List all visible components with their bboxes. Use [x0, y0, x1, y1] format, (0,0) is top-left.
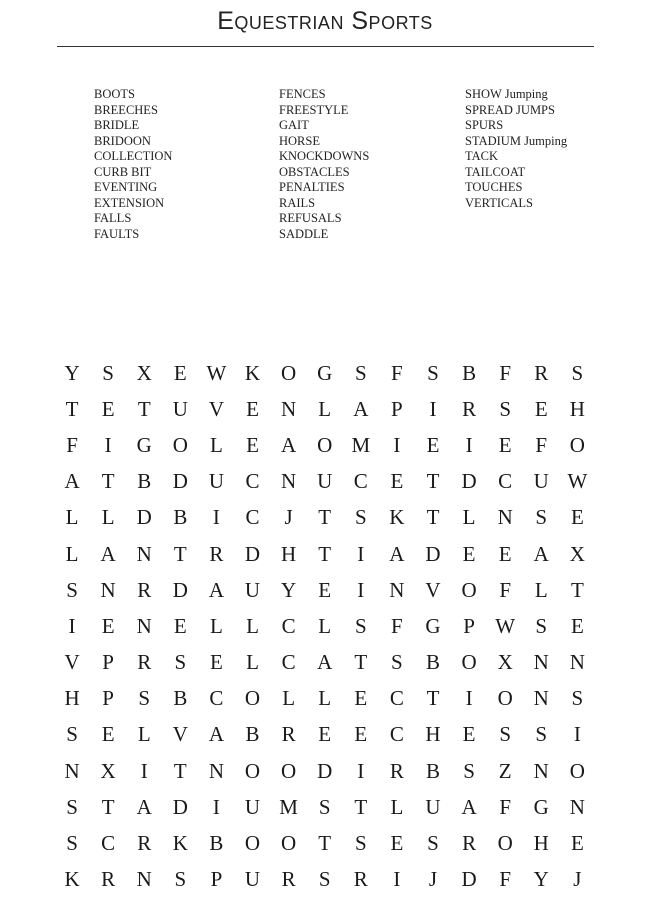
- grid-letter[interactable]: O: [497, 831, 513, 856]
- grid-letter[interactable]: E: [534, 396, 548, 421]
- grid-letter[interactable]: E: [354, 722, 368, 747]
- grid-letter[interactable]: I: [212, 505, 220, 530]
- grid-letter[interactable]: T: [318, 831, 332, 856]
- grid-letter[interactable]: D: [317, 758, 333, 783]
- grid-letter[interactable]: L: [246, 650, 259, 675]
- grid-letter[interactable]: A: [100, 541, 116, 566]
- grid-letter[interactable]: D: [172, 794, 188, 819]
- grid-letter[interactable]: E: [173, 613, 187, 638]
- grid-letter[interactable]: C: [281, 613, 296, 638]
- grid-letter[interactable]: O: [497, 686, 513, 711]
- grid-letter[interactable]: S: [354, 831, 367, 856]
- grid-letter[interactable]: I: [357, 577, 365, 602]
- grid-letter[interactable]: R: [281, 722, 296, 747]
- grid-letter[interactable]: C: [389, 686, 404, 711]
- grid-letter[interactable]: J: [284, 505, 293, 530]
- grid-letter[interactable]: T: [137, 396, 151, 421]
- grid-letter[interactable]: X: [569, 541, 585, 566]
- grid-letter[interactable]: I: [393, 432, 401, 457]
- grid-letter[interactable]: N: [100, 577, 116, 602]
- grid-letter[interactable]: I: [573, 722, 581, 747]
- grid-letter[interactable]: R: [353, 867, 368, 892]
- grid-letter[interactable]: L: [137, 722, 151, 747]
- grid-letter[interactable]: B: [209, 831, 224, 856]
- grid-letter[interactable]: A: [317, 650, 333, 675]
- grid-letter[interactable]: C: [353, 469, 368, 494]
- grid-letter[interactable]: K: [389, 505, 405, 530]
- grid-letter[interactable]: C: [498, 469, 513, 494]
- grid-letter[interactable]: S: [499, 722, 512, 747]
- grid-letter[interactable]: B: [173, 686, 188, 711]
- grid-letter[interactable]: O: [569, 758, 585, 783]
- grid-letter[interactable]: E: [318, 577, 332, 602]
- grid-letter[interactable]: A: [533, 541, 549, 566]
- grid-letter[interactable]: F: [391, 360, 403, 385]
- grid-letter[interactable]: R: [137, 831, 152, 856]
- grid-letter[interactable]: U: [244, 867, 261, 892]
- grid-letter[interactable]: S: [427, 360, 439, 385]
- grid-letter[interactable]: A: [389, 541, 405, 566]
- grid-letter[interactable]: N: [136, 867, 152, 892]
- grid-letter[interactable]: O: [244, 758, 261, 783]
- grid-letter[interactable]: S: [354, 360, 367, 385]
- word-list-item: BREECHES: [94, 102, 158, 117]
- grid-letter[interactable]: I: [429, 396, 437, 421]
- grid-letter[interactable]: C: [281, 650, 296, 675]
- word-list-item: FALLS: [94, 211, 132, 225]
- grid-letter[interactable]: F: [499, 867, 512, 892]
- grid-letter[interactable]: Y: [281, 577, 297, 602]
- grid-letter[interactable]: J: [573, 867, 582, 892]
- grid-letter[interactable]: B: [425, 650, 440, 675]
- grid-letter[interactable]: S: [66, 722, 78, 747]
- grid-letter[interactable]: S: [354, 505, 367, 530]
- grid-letter[interactable]: S: [102, 360, 114, 385]
- grid-letter[interactable]: T: [570, 577, 584, 602]
- grid-letter[interactable]: M: [351, 432, 371, 457]
- grid-letter[interactable]: S: [535, 613, 548, 638]
- grid-letter[interactable]: O: [461, 577, 477, 602]
- grid-letter[interactable]: N: [281, 469, 297, 494]
- grid-letter[interactable]: M: [279, 794, 298, 819]
- grid-letter[interactable]: E: [390, 831, 404, 856]
- grid-letter[interactable]: N: [533, 650, 549, 675]
- grid-letter[interactable]: L: [246, 613, 259, 638]
- grid-letter[interactable]: N: [497, 505, 513, 530]
- grid-letter[interactable]: B: [137, 469, 152, 494]
- grid-letter[interactable]: S: [535, 722, 548, 747]
- grid-letter[interactable]: S: [535, 505, 548, 530]
- grid-letter[interactable]: N: [533, 686, 549, 711]
- grid-letter[interactable]: N: [136, 541, 152, 566]
- word-list-item: BOOTS: [94, 87, 135, 101]
- grid-letter[interactable]: T: [173, 758, 187, 783]
- grid-letter[interactable]: O: [281, 831, 297, 856]
- grid-letter[interactable]: E: [246, 396, 259, 421]
- grid-letter[interactable]: S: [66, 831, 78, 856]
- grid-letter[interactable]: K: [244, 360, 261, 385]
- word-list-item: BRIDLE: [94, 118, 140, 132]
- grid-letter[interactable]: Z: [498, 758, 512, 783]
- grid-letter[interactable]: P: [463, 613, 475, 638]
- grid-letter[interactable]: I: [212, 794, 220, 819]
- word-list-item: GAIT: [279, 118, 309, 132]
- grid-letter[interactable]: T: [101, 469, 115, 494]
- grid-letter[interactable]: I: [140, 758, 148, 783]
- grid-letter[interactable]: R: [534, 360, 549, 385]
- grid-letter[interactable]: A: [208, 722, 224, 747]
- word-list-item: PENALTIES: [279, 180, 345, 194]
- grid-letter[interactable]: U: [244, 577, 261, 602]
- grid-letter[interactable]: L: [210, 432, 223, 457]
- grid-letter[interactable]: D: [172, 469, 188, 494]
- grid-letter[interactable]: S: [463, 758, 475, 783]
- grid-letter[interactable]: E: [101, 613, 115, 638]
- word-list-item: FENCES: [279, 87, 326, 101]
- grid-letter[interactable]: I: [357, 758, 365, 783]
- grid-letter[interactable]: D: [461, 867, 477, 892]
- grid-letter[interactable]: B: [462, 360, 477, 385]
- grid-letter[interactable]: S: [66, 577, 78, 602]
- grid-letter[interactable]: C: [245, 469, 260, 494]
- grid-letter[interactable]: B: [245, 722, 260, 747]
- grid-letter[interactable]: H: [425, 722, 441, 747]
- grid-letter[interactable]: L: [210, 613, 223, 638]
- word-list-item: VERTICALS: [465, 195, 533, 210]
- title-divider: [57, 46, 594, 47]
- grid-letter[interactable]: L: [101, 505, 115, 530]
- grid-letter[interactable]: P: [210, 867, 223, 892]
- grid-letter[interactable]: E: [210, 650, 223, 675]
- grid-letter[interactable]: S: [174, 867, 187, 892]
- grid-letter[interactable]: S: [571, 360, 584, 385]
- grid-letter[interactable]: Y: [64, 360, 80, 385]
- grid-letter[interactable]: E: [498, 432, 512, 457]
- grid-letter[interactable]: S: [427, 831, 439, 856]
- grid-letter[interactable]: T: [426, 505, 440, 530]
- grid-letter[interactable]: S: [318, 794, 331, 819]
- grid-letter[interactable]: L: [534, 577, 548, 602]
- word-list-item: COLLECTION: [94, 149, 173, 163]
- grid-letter[interactable]: L: [65, 505, 79, 530]
- grid-letter[interactable]: E: [498, 541, 512, 566]
- word-list-item: EVENTING: [94, 180, 158, 194]
- grid-letter[interactable]: I: [68, 613, 76, 638]
- grid-letter[interactable]: I: [357, 541, 365, 566]
- grid-letter[interactable]: C: [209, 686, 224, 711]
- grid-letter[interactable]: U: [533, 469, 549, 494]
- grid-letter[interactable]: T: [426, 686, 440, 711]
- grid-letter[interactable]: L: [390, 794, 404, 819]
- grid-letter[interactable]: R: [462, 396, 477, 421]
- grid-letter[interactable]: O: [569, 432, 585, 457]
- grid-letter[interactable]: V: [425, 577, 441, 602]
- word-list-item: SPREAD JUMPS: [465, 102, 555, 117]
- grid-letter[interactable]: D: [461, 469, 477, 494]
- word-list-column-3: [465, 87, 567, 211]
- grid-letter[interactable]: T: [354, 794, 368, 819]
- grid-letter[interactable]: E: [173, 360, 187, 385]
- grid-letter[interactable]: D: [172, 577, 188, 602]
- grid-letter[interactable]: N: [569, 794, 585, 819]
- word-list-item: SHOW Jumping: [465, 87, 548, 101]
- grid-letter[interactable]: L: [282, 686, 296, 711]
- grid-letter[interactable]: O: [461, 650, 477, 675]
- grid-letter[interactable]: O: [281, 758, 297, 783]
- grid-letter[interactable]: F: [499, 360, 512, 385]
- grid-letter[interactable]: E: [318, 722, 332, 747]
- grid-letter[interactable]: R: [281, 867, 296, 892]
- grid-letter[interactable]: F: [499, 577, 512, 602]
- grid-letter[interactable]: O: [244, 831, 261, 856]
- grid-letter[interactable]: A: [64, 469, 80, 494]
- grid-letter[interactable]: P: [102, 686, 114, 711]
- grid-letter[interactable]: X: [100, 758, 116, 783]
- grid-letter[interactable]: G: [425, 613, 441, 638]
- grid-letter[interactable]: F: [499, 794, 512, 819]
- grid-letter[interactable]: N: [569, 650, 585, 675]
- grid-letter[interactable]: S: [174, 650, 187, 675]
- grid-letter[interactable]: O: [317, 432, 333, 457]
- grid-letter[interactable]: D: [425, 541, 441, 566]
- grid-letter[interactable]: N: [389, 577, 405, 602]
- grid-letter[interactable]: R: [101, 867, 116, 892]
- grid-letter[interactable]: E: [570, 831, 584, 856]
- word-list-item: KNOCKDOWNS: [279, 149, 370, 163]
- grid-letter[interactable]: R: [209, 541, 224, 566]
- grid-letter[interactable]: S: [391, 650, 403, 675]
- grid-letter[interactable]: G: [533, 794, 549, 819]
- grid-letter[interactable]: I: [393, 867, 401, 892]
- grid-letter[interactable]: O: [281, 360, 297, 385]
- word-list-item: REFUSALS: [279, 211, 342, 225]
- grid-letter[interactable]: X: [136, 360, 152, 385]
- grid-letter[interactable]: Y: [533, 867, 549, 892]
- grid-letter[interactable]: T: [65, 396, 79, 421]
- word-list-column-1: [94, 87, 172, 242]
- grid-letter[interactable]: E: [462, 541, 476, 566]
- grid-letter[interactable]: L: [65, 541, 79, 566]
- grid-letter[interactable]: R: [389, 758, 404, 783]
- grid-letter[interactable]: T: [318, 541, 332, 566]
- word-list-item: SADDLE: [279, 226, 329, 241]
- grid-letter[interactable]: A: [136, 794, 152, 819]
- grid-letter[interactable]: F: [535, 432, 548, 457]
- grid-letter[interactable]: T: [318, 505, 332, 530]
- grid-letter[interactable]: E: [101, 396, 115, 421]
- grid-letter[interactable]: A: [281, 432, 297, 457]
- grid-letter[interactable]: W: [206, 360, 227, 385]
- grid-letter[interactable]: S: [66, 794, 78, 819]
- grid-letter[interactable]: L: [318, 686, 332, 711]
- grid-letter[interactable]: G: [317, 360, 333, 385]
- grid-letter[interactable]: T: [173, 541, 187, 566]
- grid-letter[interactable]: C: [389, 722, 404, 747]
- grid-letter[interactable]: D: [244, 541, 261, 566]
- grid-letter[interactable]: T: [354, 650, 368, 675]
- grid-letter[interactable]: P: [391, 396, 403, 421]
- grid-letter[interactable]: I: [465, 432, 473, 457]
- word-list-item: BRIDOON: [94, 133, 151, 148]
- grid-letter[interactable]: U: [425, 794, 441, 819]
- word-list-item: EXTENSION: [94, 195, 165, 210]
- grid-letter[interactable]: N: [281, 396, 297, 421]
- word-list-item: TOUCHES: [465, 180, 523, 194]
- grid-letter[interactable]: I: [465, 686, 473, 711]
- grid-letter[interactable]: I: [104, 432, 112, 457]
- grid-letter[interactable]: R: [137, 650, 152, 675]
- grid-letter[interactable]: C: [245, 505, 260, 530]
- grid-letter[interactable]: U: [244, 794, 261, 819]
- word-list-column-2: [279, 87, 369, 242]
- grid-letter[interactable]: E: [354, 686, 368, 711]
- grid-letter[interactable]: V: [208, 396, 224, 421]
- grid-letter[interactable]: E: [246, 432, 259, 457]
- grid-letter[interactable]: K: [64, 867, 80, 892]
- word-list-item: TAILCOAT: [465, 164, 526, 179]
- grid-letter[interactable]: A: [461, 794, 477, 819]
- grid-letter[interactable]: U: [172, 396, 188, 421]
- puzzle-title: Equestrian Sports: [217, 7, 433, 35]
- grid-letter[interactable]: N: [64, 758, 80, 783]
- word-list-item: CURB BIT: [94, 164, 152, 179]
- grid-letter[interactable]: A: [353, 396, 369, 421]
- grid-letter[interactable]: B: [425, 758, 440, 783]
- word-list-item: SPURS: [465, 118, 504, 132]
- grid-letter[interactable]: H: [533, 831, 549, 856]
- word-list-item: FAULTS: [94, 226, 140, 241]
- grid-letter[interactable]: E: [462, 722, 476, 747]
- grid-letter[interactable]: U: [208, 469, 224, 494]
- word-list-item: STADIUM Jumping: [465, 133, 568, 148]
- grid-letter[interactable]: E: [390, 469, 404, 494]
- grid-letter[interactable]: V: [64, 650, 80, 675]
- grid-letter[interactable]: N: [533, 758, 549, 783]
- word-list-item: TACK: [465, 149, 499, 163]
- grid-letter[interactable]: E: [570, 613, 584, 638]
- word-list-item: OBSTACLES: [279, 164, 350, 179]
- grid-letter[interactable]: E: [426, 432, 440, 457]
- grid-letter[interactable]: T: [101, 794, 115, 819]
- word-list-item: RAILS: [279, 195, 316, 210]
- grid-letter[interactable]: H: [569, 396, 585, 421]
- grid-letter[interactable]: H: [64, 686, 80, 711]
- grid-letter[interactable]: F: [391, 613, 403, 638]
- grid-letter[interactable]: C: [101, 831, 116, 856]
- grid-letter[interactable]: S: [354, 613, 367, 638]
- grid-letter[interactable]: S: [499, 396, 512, 421]
- grid-letter[interactable]: O: [244, 686, 261, 711]
- word-list-item: HORSE: [279, 133, 320, 148]
- grid-letter[interactable]: A: [208, 577, 224, 602]
- grid-letter[interactable]: L: [318, 613, 332, 638]
- grid-letter[interactable]: N: [136, 613, 152, 638]
- grid-letter[interactable]: G: [136, 432, 152, 457]
- grid-letter[interactable]: B: [173, 505, 188, 530]
- grid-letter[interactable]: P: [102, 650, 114, 675]
- grid-letter[interactable]: R: [137, 577, 152, 602]
- word-list-item: FREESTYLE: [279, 102, 349, 117]
- grid-letter[interactable]: W: [495, 613, 516, 638]
- grid-letter[interactable]: L: [318, 396, 332, 421]
- grid-letter[interactable]: N: [208, 758, 224, 783]
- grid-letter[interactable]: S: [138, 686, 151, 711]
- grid-letter[interactable]: S: [318, 867, 331, 892]
- grid-letter[interactable]: E: [101, 722, 115, 747]
- grid-letter[interactable]: K: [172, 831, 188, 856]
- grid-letter[interactable]: J: [428, 867, 438, 892]
- grid-letter[interactable]: E: [570, 505, 584, 530]
- grid-letter[interactable]: W: [567, 469, 588, 494]
- grid-letter[interactable]: O: [172, 432, 188, 457]
- letter-grid: [54, 355, 595, 898]
- grid-letter[interactable]: V: [172, 722, 188, 747]
- grid-letter[interactable]: T: [426, 469, 440, 494]
- grid-letter[interactable]: R: [462, 831, 477, 856]
- grid-letter[interactable]: D: [136, 505, 152, 530]
- grid-letter[interactable]: U: [317, 469, 333, 494]
- grid-letter[interactable]: S: [571, 686, 584, 711]
- grid-letter[interactable]: L: [462, 505, 476, 530]
- grid-letter[interactable]: H: [281, 541, 297, 566]
- grid-letter[interactable]: F: [66, 432, 78, 457]
- grid-letter[interactable]: X: [497, 650, 513, 675]
